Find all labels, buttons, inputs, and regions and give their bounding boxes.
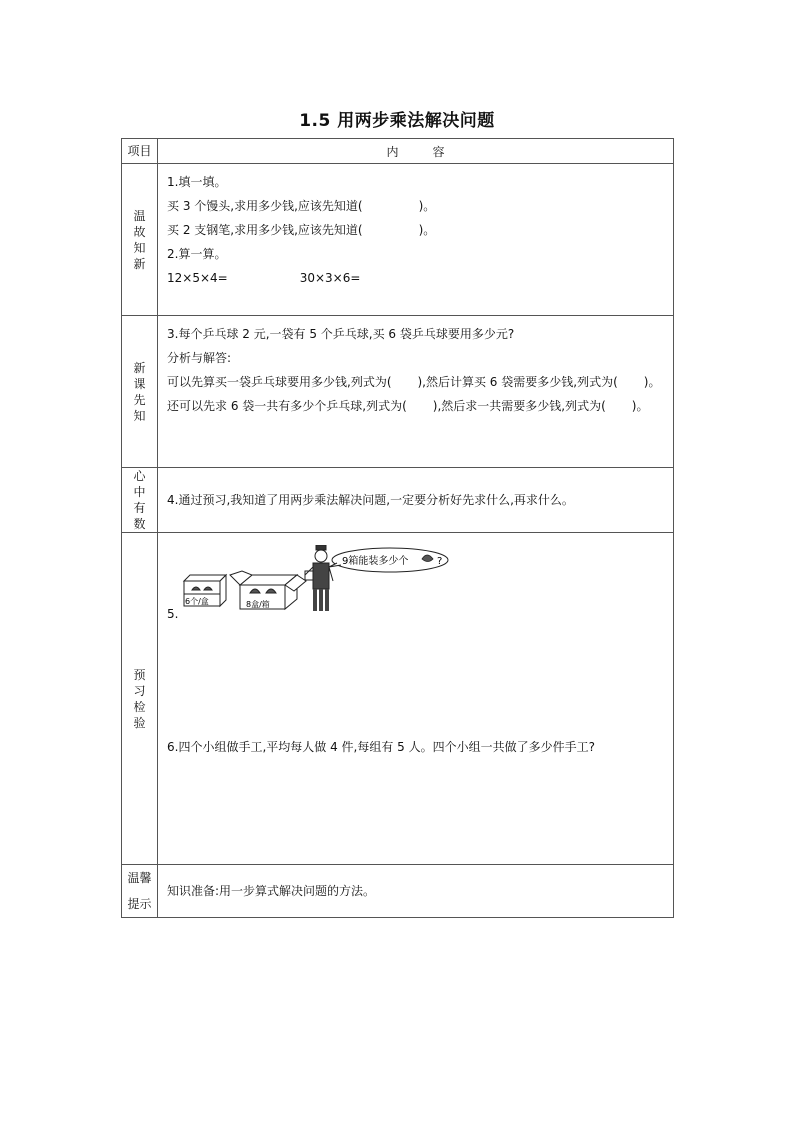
section-content-tip [158,865,674,918]
analysis-label: 分析与解答: [167,351,232,365]
tip-label-top: 温馨 [127,871,152,885]
mind-label: 心中有数 [133,469,146,531]
section-new [122,316,674,468]
box-small-label: 6个/盒 [185,597,209,606]
new-label: 新课先知 [133,360,146,423]
bubble-text: 9箱能装多少个 [342,556,409,567]
header-item-label: 项目 [127,144,152,158]
section-content-new [158,316,674,468]
tip-text: 知识准备:用一步算式解决问题的方法。 [167,884,376,898]
analysis-text: 可以先算买一袋乒乓球要用多少钱,列式为( ),然后计算买 6 袋需要多少钱,列式为( )。还可以先求 6 袋一共有多少个乒乓球,列式为( ),然后求一共需要多少钱,列式为( )。 [167,375,661,413]
q4-text: 4.通过预习,我知道了用两步乘法解决问题,一定要分析好先求什么,再求什么。 [167,493,574,507]
q2-b: 30×3×6= [299,271,361,285]
section-label-tip [122,865,158,918]
section-content-mind [158,468,674,533]
section-content-preview [158,533,674,865]
page-title: 1.5 用两步乘法解决问题 [299,111,495,131]
preview-label: 预习检验 [133,667,146,730]
q3-text: 3.每个乒乓球 2 元,一袋有 5 个乒乓球,买 6 袋乒乓球要用多少元? [167,327,515,341]
section-label-preview [122,533,158,865]
header-content-right: 容 [432,144,445,159]
header-item [122,139,158,164]
q5-number: 5. [167,607,179,621]
box-big-label: 8盒/箱 [246,600,270,609]
section-label-new [122,316,158,468]
q2-a: 12×5×4= [167,271,228,285]
section-tip [122,865,674,918]
section-review [122,164,674,316]
bubble-question: ? [437,556,443,567]
q2-items [167,266,673,290]
q1-b: 买 2 支钢笔,求用多少钱,应该先知道( )。 [167,223,436,237]
section-content-review [158,164,674,316]
tip-label-bottom: 提示 [127,897,152,911]
q6-text: 6.四个小组做手工,平均每人做 4 件,每组有 5 人。四个小组一共做了多少件手工? [167,740,595,754]
worksheet-table [121,138,674,918]
q1-a: 买 3 个馒头,求用多少钱,应该先知道( )。 [167,199,436,213]
worker-icon [305,545,333,611]
q1-title: 1.填一填。 [167,175,227,189]
section-mind [122,468,674,533]
q2-title: 2.算一算。 [167,247,227,261]
section-label-mind [122,468,158,533]
header-row [122,139,674,164]
review-label: 温故知新 [133,208,146,271]
q5-illustration [182,545,482,625]
header-content-left: 内 [386,144,399,159]
section-label-review [122,164,158,316]
section-preview [122,533,674,865]
header-content [158,139,674,164]
